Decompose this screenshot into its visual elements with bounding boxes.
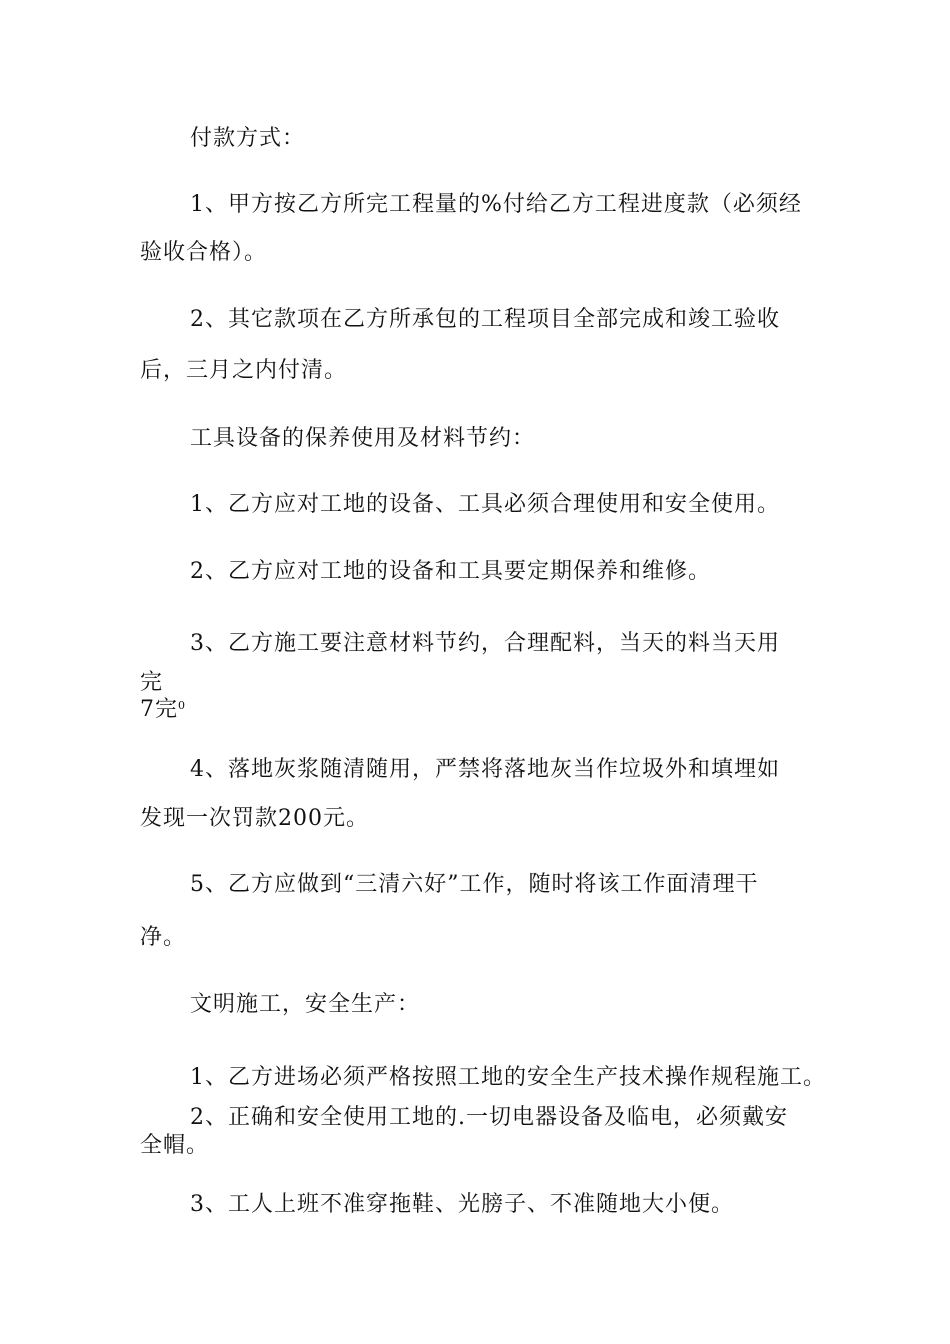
paragraph-line: 4、落地灰浆随清随用，严禁将落地灰当作垃圾外和填埋如 — [190, 757, 780, 782]
superscript-fragment: 0 — [178, 699, 186, 712]
paragraph-line: 3、乙方施工要注意材料节约，合理配料，当天的料当天用 — [190, 631, 780, 656]
paragraph-line: 3、工人上班不准穿拖鞋、光膀子、不准随地大小便。 — [190, 1192, 734, 1217]
paragraph-line: 后，三月之内付清。 — [140, 358, 348, 383]
heading-tools-equipment: 工具设备的保养使用及材料节约： — [190, 426, 536, 451]
paragraph-line: 2、正确和安全使用工地的.一切电器设备及临电，必须戴安 — [190, 1105, 788, 1130]
paragraph-line: 5、乙方应做到“三清六好”工作，随时将该工作面清理干 — [190, 872, 759, 897]
paragraph-fragment: 7完 — [140, 697, 178, 722]
clipped-text-fragment: 完 — [140, 670, 164, 695]
heading-payment-method: 付款方式： — [190, 126, 306, 151]
paragraph-line: 2、其它款项在乙方所承包的工程项目全部完成和竣工验收 — [190, 307, 780, 332]
heading-civilized-construction: 文明施工，安全生产： — [190, 992, 421, 1017]
paragraph-line: 1、甲方按乙方所完工程量的%付给乙方工程进度款（必须经 — [190, 192, 802, 217]
paragraph-line — [140, 697, 186, 723]
paragraph-line: 1、乙方应对工地的设备、工具必须合理使用和安全使用。 — [190, 492, 780, 517]
paragraph-line: 2、乙方应对工地的设备和工具要定期保养和维修。 — [190, 559, 711, 584]
paragraph-line: 验收合格）。 — [140, 240, 268, 265]
paragraph-line: 1、乙方进场必须严格按照工地的安全生产技术操作规程施工。 — [190, 1065, 826, 1090]
paragraph-line: 全帽。 — [140, 1133, 210, 1158]
paragraph-line: 净。 — [140, 925, 187, 950]
paragraph-line: 发现一次罚款200元。 — [140, 806, 369, 831]
